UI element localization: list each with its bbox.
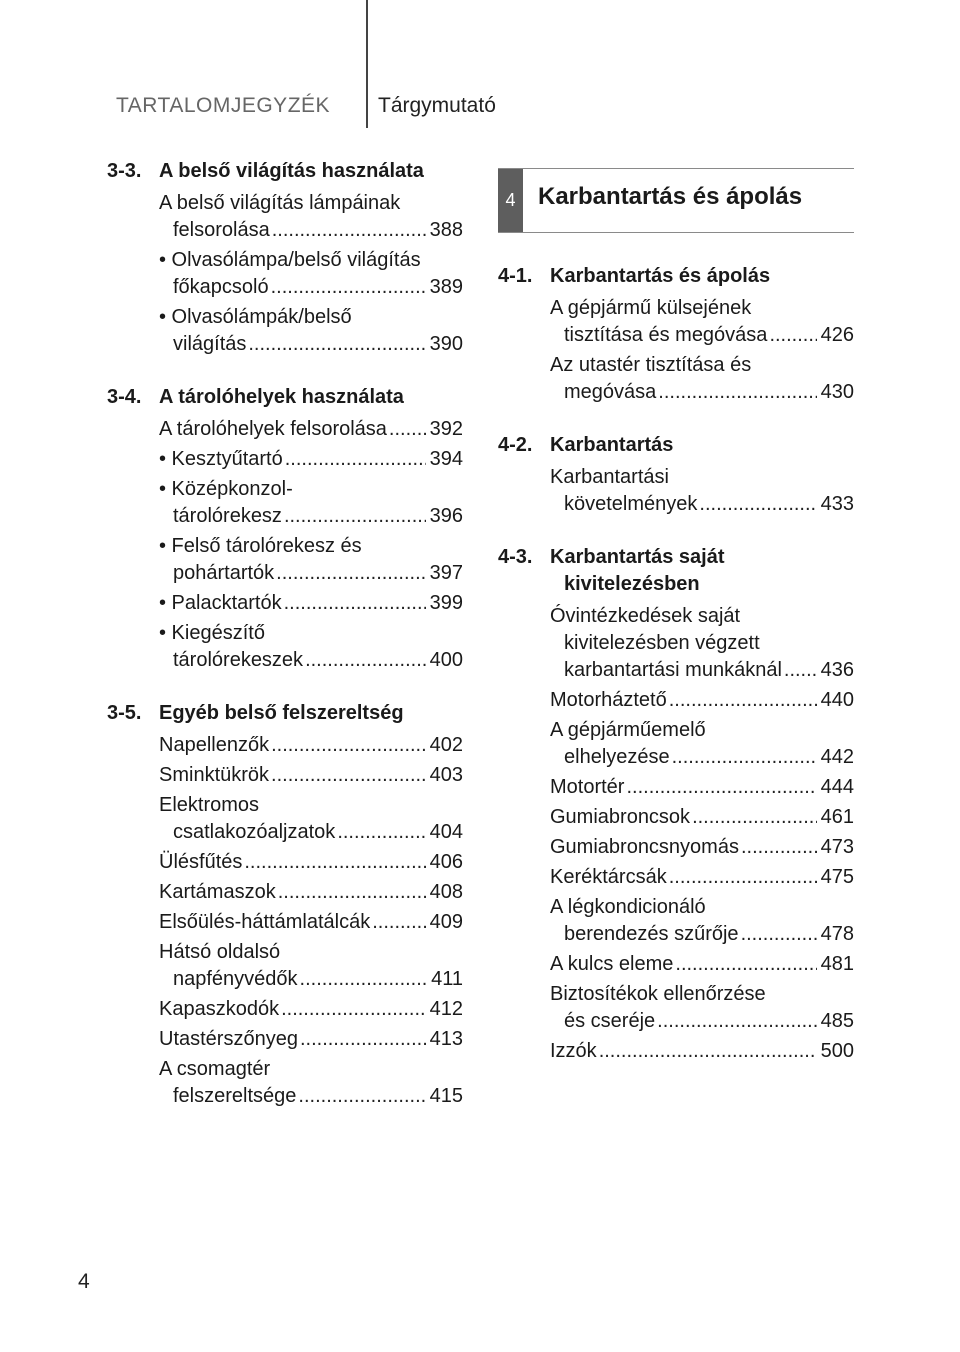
dot-leader [248, 331, 425, 358]
entry-text: Kartámaszok [159, 881, 276, 903]
entry-final-line [159, 732, 463, 759]
toc-entry[interactable] [498, 295, 854, 349]
entry-final-line [550, 951, 854, 978]
entry-final-line [550, 657, 854, 684]
entry-page-number: 392 [429, 418, 463, 440]
dot-leader [675, 951, 816, 978]
entry-page-number: 436 [820, 659, 854, 681]
entry-final-line [550, 1008, 854, 1035]
entry-text: csatlakozóaljzatok [173, 821, 336, 843]
entry-page-number: 399 [429, 592, 463, 614]
section-heading[interactable] [498, 263, 854, 290]
entry-text: Utastérszőnyeg [159, 1028, 298, 1050]
entry-page-number: 406 [429, 851, 463, 873]
toc-entry[interactable] [107, 792, 463, 846]
section-heading[interactable] [498, 432, 854, 459]
entry-text: pohártartók [173, 562, 275, 584]
entry-text: elhelyezése [564, 746, 670, 768]
entry-text: Napellenzők [159, 734, 270, 756]
toc-entry[interactable] [107, 1056, 463, 1110]
dot-leader [272, 217, 426, 244]
entry-text: tárolórekeszek [173, 649, 304, 671]
dot-leader [276, 560, 425, 587]
entry-final-line [159, 560, 463, 587]
entry-text-line: A gépjárműemelő [550, 719, 706, 741]
header-divider [366, 0, 368, 128]
entry-final-line [159, 909, 463, 936]
entry-page-number: 433 [820, 493, 854, 515]
entry-page-number: 390 [429, 333, 463, 355]
entry-text: Elsőülés-háttámlatálcák [159, 911, 371, 933]
section-title-line: A belső világítás használata [159, 160, 424, 182]
toc-entry[interactable] [498, 774, 854, 801]
entry-text: Sminktükrök [159, 764, 270, 786]
entry-page-number: 426 [820, 324, 854, 346]
entry-page-number: 415 [429, 1085, 463, 1107]
toc-right-column [498, 158, 854, 1091]
entry-text: • Palacktartók [159, 592, 282, 614]
entry-text: Ülésfűtés [159, 851, 243, 873]
entry-text: megóvása [564, 381, 657, 403]
entry-page-number: 430 [820, 381, 854, 403]
toc-entry[interactable] [107, 416, 463, 443]
dot-leader [658, 379, 816, 406]
entry-page-number: 404 [429, 821, 463, 843]
toc-entry[interactable] [498, 804, 854, 831]
entry-text-line: Hátsó oldalsó [159, 941, 281, 963]
entry-text: Keréktárcsák [550, 866, 667, 888]
dot-leader [657, 1008, 816, 1035]
toc-entry[interactable] [498, 352, 854, 406]
toc-section [498, 544, 854, 1065]
entry-final-line [159, 996, 463, 1023]
entry-final-line [550, 687, 854, 714]
entry-text: karbantartási munkáknál [564, 659, 782, 681]
entry-text: • Kesztyűtartó [159, 448, 283, 470]
entry-final-line [159, 416, 463, 443]
entry-text: Kapaszkodók [159, 998, 280, 1020]
entry-final-line [159, 1083, 463, 1110]
entry-final-line [550, 834, 854, 861]
entry-text-line: Biztosítékok ellenőrzése [550, 983, 766, 1005]
entry-final-line [159, 590, 463, 617]
entry-text-line: A csomagtér [159, 1058, 271, 1080]
entry-text-line: Elektromos [159, 794, 260, 816]
entry-page-number: 409 [429, 911, 463, 933]
toc-entry[interactable] [107, 762, 463, 789]
entry-final-line [550, 491, 854, 518]
section-title-line: kivitelezésben [564, 573, 700, 595]
dot-leader [284, 503, 426, 530]
header-tab-contents[interactable]: TARTALOMJEGYZÉK [116, 94, 331, 117]
entry-final-line [159, 647, 463, 674]
entry-final-line [159, 331, 463, 358]
entry-text-line: Az utastér tisztítása és [550, 354, 752, 376]
dot-leader [300, 966, 428, 993]
section-number: 3-5. [107, 702, 142, 724]
toc-entry[interactable] [107, 533, 463, 587]
dot-leader [699, 491, 816, 518]
entry-final-line [159, 274, 463, 301]
entry-final-line [159, 1026, 463, 1053]
entry-final-line [159, 879, 463, 906]
toc-section [107, 158, 463, 358]
entry-final-line [550, 379, 854, 406]
toc-entry[interactable] [498, 981, 854, 1035]
toc-entry[interactable] [498, 687, 854, 714]
entry-page-number: 442 [820, 746, 854, 768]
entry-final-line [550, 744, 854, 771]
entry-page-number: 411 [431, 968, 463, 990]
toc-entry[interactable] [107, 304, 463, 358]
dot-leader [285, 446, 426, 473]
section-heading[interactable] [107, 158, 463, 185]
section-title-line: Karbantartás saját [550, 546, 725, 568]
dot-leader [281, 996, 426, 1023]
entry-page-number: 402 [429, 734, 463, 756]
entry-final-line [159, 849, 463, 876]
entry-final-line [550, 864, 854, 891]
dot-leader [769, 322, 816, 349]
entry-text-line: • Középkonzol- [159, 478, 293, 500]
chapter-banner [498, 168, 854, 233]
entry-text: felsorolása [173, 219, 270, 241]
dot-leader [389, 416, 426, 443]
toc-section [498, 432, 854, 518]
entry-final-line [550, 804, 854, 831]
entry-page-number: 473 [820, 836, 854, 858]
dot-leader [672, 744, 817, 771]
entry-text: A tárolóhelyek felsorolása [159, 418, 387, 440]
dot-leader [271, 274, 426, 301]
entry-page-number: 412 [429, 998, 463, 1020]
toc-entry[interactable] [107, 732, 463, 759]
dot-leader [300, 1026, 426, 1053]
entry-text-line: • Kiegészítő [159, 622, 265, 644]
toc-entry[interactable] [107, 849, 463, 876]
entry-text: tárolórekesz [173, 505, 282, 527]
section-number: 3-3. [107, 160, 142, 182]
dot-leader [741, 921, 817, 948]
toc-section [107, 700, 463, 1110]
entry-page-number: 478 [820, 923, 854, 945]
entry-text: Izzók [550, 1040, 597, 1062]
section-title-line: Karbantartás és ápolás [550, 265, 771, 287]
dot-leader [741, 834, 817, 861]
entry-final-line [159, 503, 463, 530]
entry-page-number: 397 [429, 562, 463, 584]
section-heading[interactable] [107, 384, 463, 411]
entry-final-line [550, 774, 854, 801]
entry-text: követelmények [564, 493, 698, 515]
entry-text: Motorháztető [550, 689, 667, 711]
entry-page-number: 394 [429, 448, 463, 470]
dot-leader [298, 1083, 425, 1110]
toc-entry[interactable] [107, 620, 463, 674]
entry-page-number: 475 [820, 866, 854, 888]
entry-text: berendezés szűrője [564, 923, 739, 945]
dot-leader [271, 762, 426, 789]
section-number: 4-3. [498, 546, 533, 568]
toc-entry[interactable] [107, 446, 463, 473]
section-title-line: Egyéb belső felszereltség [159, 702, 404, 724]
section-heading[interactable] [107, 700, 463, 727]
toc-entry[interactable] [498, 864, 854, 891]
chapter-title: Karbantartás és ápolás [538, 183, 803, 210]
entry-text: tisztítása és megóvása [564, 324, 768, 346]
dot-leader [669, 864, 817, 891]
toc-entry[interactable] [107, 909, 463, 936]
dot-leader [599, 1038, 817, 1065]
section-title [159, 700, 463, 727]
dot-leader [337, 819, 425, 846]
section-number: 4-2. [498, 434, 533, 456]
entry-page-number: 485 [820, 1010, 854, 1032]
section-title-line: A tárolóhelyek használata [159, 386, 404, 408]
toc-entry[interactable] [498, 894, 854, 948]
entry-page-number: 500 [820, 1040, 854, 1062]
entry-final-line [159, 819, 463, 846]
dot-leader [244, 849, 425, 876]
toc-entry[interactable] [107, 476, 463, 530]
entry-page-number: 388 [429, 219, 463, 241]
section-title [550, 263, 854, 290]
entry-page-number: 400 [429, 649, 463, 671]
section-number: 3-4. [107, 386, 142, 408]
dot-leader [784, 657, 817, 684]
entry-final-line [550, 1038, 854, 1065]
entry-text: Gumiabroncsnyomás [550, 836, 739, 858]
toc-entry[interactable] [107, 996, 463, 1023]
entry-final-line [550, 921, 854, 948]
section-title [159, 384, 463, 411]
entry-page-number: 481 [820, 953, 854, 975]
toc-left-column [107, 158, 463, 1136]
entry-text-line: A légkondicionáló [550, 896, 706, 918]
entry-text: és cseréje [564, 1010, 656, 1032]
entry-page-number: 403 [429, 764, 463, 786]
dot-leader [626, 774, 816, 801]
entry-final-line [159, 966, 463, 993]
entry-page-number: 440 [820, 689, 854, 711]
entry-text: főkapcsoló [173, 276, 269, 298]
section-heading[interactable] [498, 544, 854, 598]
toc-entry[interactable] [498, 717, 854, 771]
section-title-line: Karbantartás [550, 434, 674, 456]
dot-leader [278, 879, 426, 906]
entry-page-number: 389 [429, 276, 463, 298]
entry-text-line: kivitelezésben végzett [564, 632, 760, 654]
dot-leader [284, 590, 426, 617]
toc-entry[interactable] [107, 590, 463, 617]
toc-entry[interactable] [107, 190, 463, 244]
entry-page-number: 408 [429, 881, 463, 903]
toc-entry[interactable] [498, 834, 854, 861]
toc-entry[interactable] [498, 464, 854, 518]
chapter-number: 4 [498, 169, 523, 232]
dot-leader [692, 804, 817, 831]
section-number: 4-1. [498, 265, 533, 287]
toc-section [107, 384, 463, 674]
entry-text: napfényvédők [173, 968, 298, 990]
page-header [0, 0, 960, 130]
dot-leader [669, 687, 817, 714]
entry-text-line: • Felső tárolórekesz és [159, 535, 362, 557]
section-title [159, 158, 463, 185]
entry-text-line: A belső világítás lámpáinak [159, 192, 401, 214]
dot-leader [372, 909, 425, 936]
entry-text: világítás [173, 333, 247, 355]
toc-entry[interactable] [107, 247, 463, 301]
toc-entry[interactable] [107, 879, 463, 906]
entry-final-line [550, 322, 854, 349]
entry-text-line: • Olvasólámpa/belső világítás [159, 249, 421, 271]
entry-text: Motortér [550, 776, 625, 798]
entry-text-line: Óvintézkedések saját [550, 605, 741, 627]
entry-text-line: A gépjármű külsejének [550, 297, 752, 319]
entry-text: Gumiabroncsok [550, 806, 691, 828]
toc-entry[interactable] [107, 1026, 463, 1053]
toc-entry[interactable] [498, 1038, 854, 1065]
entry-page-number: 413 [429, 1028, 463, 1050]
dot-leader [271, 732, 426, 759]
entry-text: felszereltsége [173, 1085, 297, 1107]
dot-leader [305, 647, 426, 674]
entry-page-number: 444 [820, 776, 854, 798]
entry-final-line [159, 446, 463, 473]
section-title [550, 544, 854, 598]
entry-text-line: • Olvasólámpák/belső [159, 306, 352, 328]
header-tab-index[interactable]: Tárgymutató [378, 94, 496, 117]
entry-page-number: 461 [820, 806, 854, 828]
entry-final-line [159, 217, 463, 244]
toc-entry[interactable] [498, 951, 854, 978]
section-title [550, 432, 854, 459]
toc-entry[interactable] [107, 939, 463, 993]
toc-section [498, 263, 854, 406]
toc-entry[interactable] [498, 603, 854, 684]
entry-final-line [159, 762, 463, 789]
entry-page-number: 396 [429, 505, 463, 527]
entry-text: A kulcs eleme [550, 953, 674, 975]
page-number: 4 [78, 1270, 90, 1293]
entry-text-line: Karbantartási [550, 466, 669, 488]
